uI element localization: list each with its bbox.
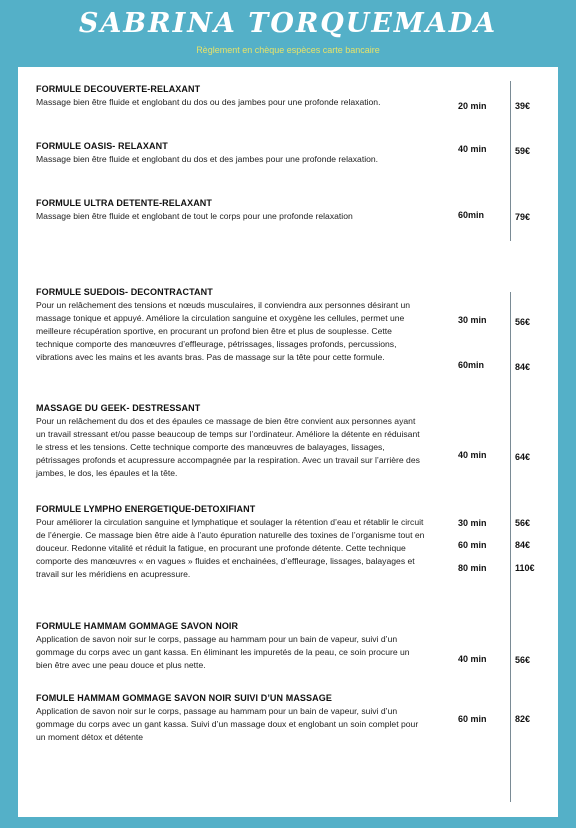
service-duration: 60 min xyxy=(458,540,487,550)
service-price: 39€ xyxy=(515,101,531,111)
service-duration: 40 min xyxy=(458,654,487,664)
service-price: 59€ xyxy=(515,146,531,156)
column-divider xyxy=(510,81,511,241)
service-price: 56€ xyxy=(515,317,531,327)
service-title: FORMULE ULTRA DETENTE-RELAXANT xyxy=(36,198,212,208)
payment-methods: Règlement en chèque espèces carte bancaire xyxy=(196,45,380,55)
service-duration: 40 min xyxy=(458,144,487,154)
service-title: FORMULE OASIS- RELAXANT xyxy=(36,141,168,151)
service-title: FORMULE DECOUVERTE-RELAXANT xyxy=(36,84,201,94)
service-description: Application de savon noir sur le corps, passage au hammam pour un bain de vapeur, suivi d’un gommage du corps avec un gant kassa. En éliminant les impuretés de la peau, ce soin procure un bien être avec une peau douce et plus nette. xyxy=(36,634,410,670)
service-duration: 40 min xyxy=(458,450,487,460)
service-hammam-massage xyxy=(36,693,426,744)
service-title: FOMULE HAMMAM GOMMAGE SAVON NOIR SUIVI D’UN MASSAGE xyxy=(36,693,332,703)
service-description: Pour un relâchement des tensions et nœuds musculaires, il conviendra aux personnes désirant un massage tonique et appuyé. Améliore la circulation sanguine et oxygène les cellules, permet une meilleure récupération sportive, en procurant un profond bien être et plus de souplesse. Cette technique comporte des manœuvres d’effleurage, pétrissages, lissages profonds, percussions, vibrations avec les mains et les avants bras. Pas de massage sur la tête pour cette formule. xyxy=(36,300,411,362)
service-description: Application de savon noir sur le corps, passage au hammam pour un bain de vapeur, suivi d’un gommage du corps avec un gant kassa. Suivi d’un massage doux et englobant un soin complet pour un moment détox et détente xyxy=(36,706,419,742)
service-hammam xyxy=(36,621,426,672)
service-price: 84€ xyxy=(515,540,531,550)
service-duration: 60 min xyxy=(458,714,487,724)
service-suedois xyxy=(36,287,426,364)
service-price: 110€ xyxy=(515,563,535,573)
service-ultra-detente xyxy=(36,198,426,223)
service-duration: 30 min xyxy=(458,315,487,325)
service-description: Massage bien être fluide et englobant de tout le corps pour une profonde relaxation xyxy=(36,211,353,221)
service-geek xyxy=(36,403,426,480)
service-oasis xyxy=(36,141,426,166)
service-description: Pour améliorer la circulation sanguine et lymphatique et soulager la rétention d’eau et rétablir le circuit de l’énergie. Ce massage bien être aide à l’auto épuration naturelle des toxines de l’organisme tout en douceur. Redonne vitalité et réduit la fatigue, en procurant une profonde détente. Cette technique comporte des manœuvres « en vagues » fluides et enchainées, d’effleurage, lissages, balayages et travail sur les méridiens en acupressure. xyxy=(36,517,425,579)
service-duration: 30 min xyxy=(458,518,487,528)
service-price: 56€ xyxy=(515,655,531,665)
service-duration: 60min xyxy=(458,360,485,370)
service-price: 82€ xyxy=(515,714,531,724)
service-price: 84€ xyxy=(515,362,531,372)
service-lympho xyxy=(36,504,426,581)
service-duration: 20 min xyxy=(458,101,487,111)
service-duration: 80 min xyxy=(458,563,487,573)
service-price: 56€ xyxy=(515,518,531,528)
service-decouverte xyxy=(36,84,426,109)
service-title: FORMULE SUEDOIS- DECONTRACTANT xyxy=(36,287,213,297)
service-duration: 60min xyxy=(458,210,485,220)
service-description: Pour un relâchement du dos et des épaules ce massage de bien être convient aux personnes ayant un travail stressant et/ou passe beaucoup de temps sur l’ordinateur. Améliore la détente en réduisant le stress et les tensions. Cette technique comporte des manœuvres de balayages, lissages, pétrissages profonds et acupressure accompagnée par la respiration. Avec un travail sur l’arrière des jambes, le dos, les épaules et la tête. xyxy=(36,416,420,478)
service-price: 79€ xyxy=(515,212,531,222)
service-title: FORMULE HAMMAM GOMMAGE SAVON NOIR xyxy=(36,621,239,631)
service-price: 64€ xyxy=(515,452,531,462)
column-divider xyxy=(510,292,511,802)
page-title: SABRINA TORQUEMADA xyxy=(78,8,498,39)
service-description: Massage bien être fluide et englobant du dos et des jambes pour une profonde relaxation. xyxy=(36,154,379,164)
service-description: Massage bien être fluide et englobant du dos ou des jambes pour une profonde relaxation. xyxy=(36,97,381,107)
service-title: FORMULE LYMPHO ENERGETIQUE-DETOXIFIANT xyxy=(36,504,256,514)
price-list-sheet xyxy=(18,67,558,817)
service-title: MASSAGE DU GEEK- DESTRESSANT xyxy=(36,403,201,413)
